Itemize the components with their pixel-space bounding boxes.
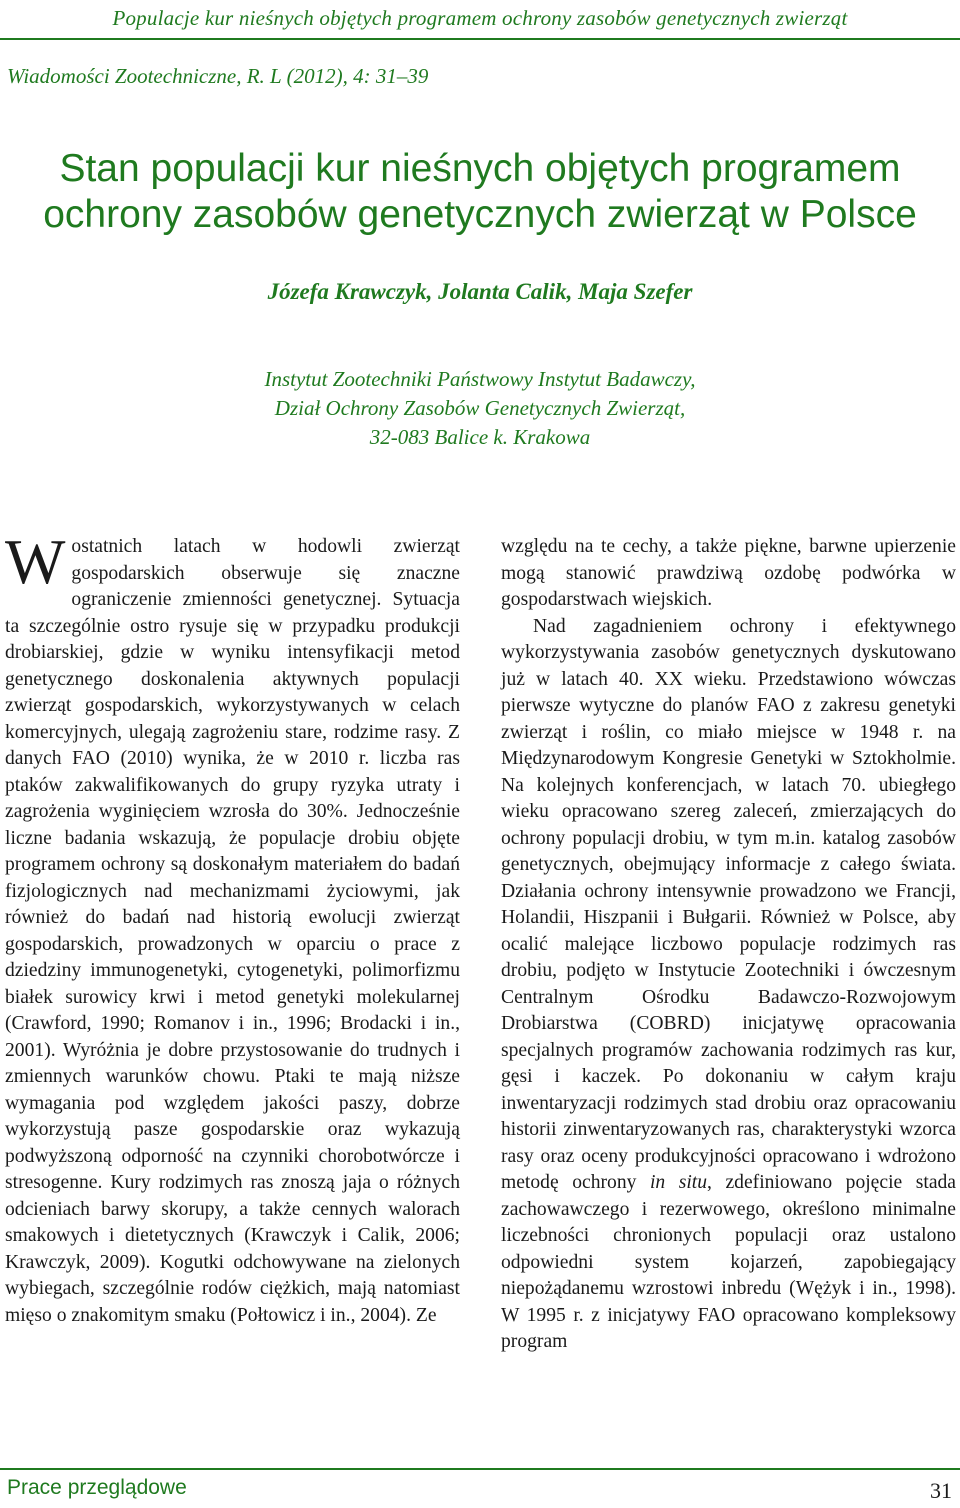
- italic-term: in situ: [649, 1172, 708, 1193]
- paragraph-text: , zdefiniowano pojęcie stada zachowawczego i rezerwowego, określono minimalne liczebności chronionych populacji oraz ustalono odpowiedni system kojarzeń, zapobiegający niepożądanemu wzrostowi inbredu (Wężyk i in., 1998). W 1995 r. z inicjatywy FAO opracowano kompleksowy program: [501, 1172, 957, 1352]
- body-paragraph: [501, 614, 956, 1356]
- author-affiliation: [0, 365, 960, 452]
- article-title: [0, 146, 960, 238]
- body-column-left: [5, 526, 460, 1329]
- drop-cap: W: [5, 526, 66, 597]
- affiliation-line-3: 32-083 Balice k. Krakowa: [369, 425, 591, 449]
- article-title-line-2: ochrony zasobów genetycznych zwierząt w Polsce: [43, 193, 917, 236]
- running-title: Populacje kur nieśnych objętych programem ochrony zasobów genetycznych zwierząt: [112, 6, 848, 30]
- body-paragraph: względu na te cechy, a także piękne, barwne upierzenie mogą stanowić prawdziwą ozdobę podwórka w gospodarstwach wiejskich.: [501, 536, 956, 610]
- paragraph-text: Nad zagadnieniem ochrony i efektywnego wykorzystywania zasobów genetycznych dyskutowano już w latach 40. XX wieku. Przedstawiono wówczas pierwsze wytyczne do planów FAO z zakresu genetyki zwierząt i roślin, co miało miejsce w 1948 r. na Międzynarodowym Kongresie Genetyki w Sztokholmie. Na kolejnych konferencjach, w latach 70. ubiegłego wieku opracowano szereg zaleceń, zmierzających do ochrony populacji drobiu, w tym m.in. katalog zasobów genetycznych, obejmujący informacje z całego świata. Działania ochrony intensywnie prowadzono we Francji, Holandii, Hiszpanii i Bułgarii. Również w Polsce, aby ocalić malejące liczbowo populacje rodzimych ras drobiu, podjęto w Instytucie Zootechniki i ówczesnym Centralnym Ośrodku Badawczo-Rozwojowym Drobiarstwa (COBRD) inicjatywę opracowania specjalnych programów zachowania rodzimych ras kur, gęsi i kaczek. Po dokonaniu w całym kraju inwentaryzacji rodzimych stad drobiu oraz opracowaniu historii zinwentaryzowanych ras, charakterystyki wzorca rasy oraz oceny produkcyjności opracowano i wdrożono metodę ochrony: [501, 615, 956, 1193]
- affiliation-line-1: Instytut Zootechniki Państwowy Instytut Badawczy,: [264, 367, 696, 391]
- article-authors: Józefa Krawczyk, Jolanta Calik, Maja Szefer: [267, 279, 693, 304]
- journal-citation: Wiadomości Zootechniczne, R. L (2012), 4: 31–39: [7, 64, 429, 88]
- footer-divider: [0, 1468, 960, 1470]
- section-label: Prace przeglądowe: [7, 1476, 187, 1499]
- affiliation-line-2: Dział Ochrony Zasobów Genetycznych Zwierząt,: [274, 396, 686, 420]
- body-paragraph: [5, 526, 460, 1329]
- body-column-right: [501, 534, 956, 1356]
- paragraph-text: ostatnich latach w hodowli zwierząt gospodarskich obserwuje się znaczne ograniczenie zmienności genetycznej. Sytuacja ta szczególnie ostro rysuje się w przypadku produkcji drobiarskiej, gdzie w wyniku intensyfikacji metod genetycznego doskonalenia aktywnych populacji zwierząt gospodarskich, wykorzystywanych w celach komercyjnych, ulegają zagrożeniu stare, rodzime rasy. Z danych FAO (2010) wynika, że w 2010 r. liczba ras ptaków zakwalifikowanych do grupy ryzyka utraty i zagrożenia wyginięciem wzrosła do 30%. Jednocześnie liczne badania wskazują, że populacje drobiu objęte programem ochrony są doskonałym materiałem do badań fizjologicznych nad mechanizmami życiowymi, jak również do badań nad historią ewolucji zwierząt gospodarskich, prowadzonych w oparciu o prace z dziedziny immunogenetyki, cytogenetyki, polimorfizmu białek surowicy krwi i metod genetyki molekularnej (Crawford, 1990; Romanov i in., 1996; Brodacki i in., 2001). Wyróżnia je dobre przystosowanie do trudnych i zmiennych warunków chowu. Ptaki te mają niższe wymagania pod względem jakości paszy, dobrze wykorzystują pasze gospodarskie oraz wykazują podwyższoną odporność na czynniki chorobotwórcze i stresogenne. Kury rodzimych ras znoszą jaja o różnych odcieniach barwy skorupy, a także cennych walorach smakowych i dietetycznych (Krawczyk i Calik, 2006; Krawczyk, 2009). Kogutki odchowywane na zielonych wybiegach, szczególnie rodów ciężkich, mają natomiast mięso o znakomitym smaku (Połtowicz i in., 2004). Ze: [5, 536, 460, 1326]
- article-title-line-1: Stan populacji kur nieśnych objętych programem: [59, 147, 901, 190]
- page-number: 31: [930, 1478, 952, 1503]
- header-divider: [0, 38, 960, 40]
